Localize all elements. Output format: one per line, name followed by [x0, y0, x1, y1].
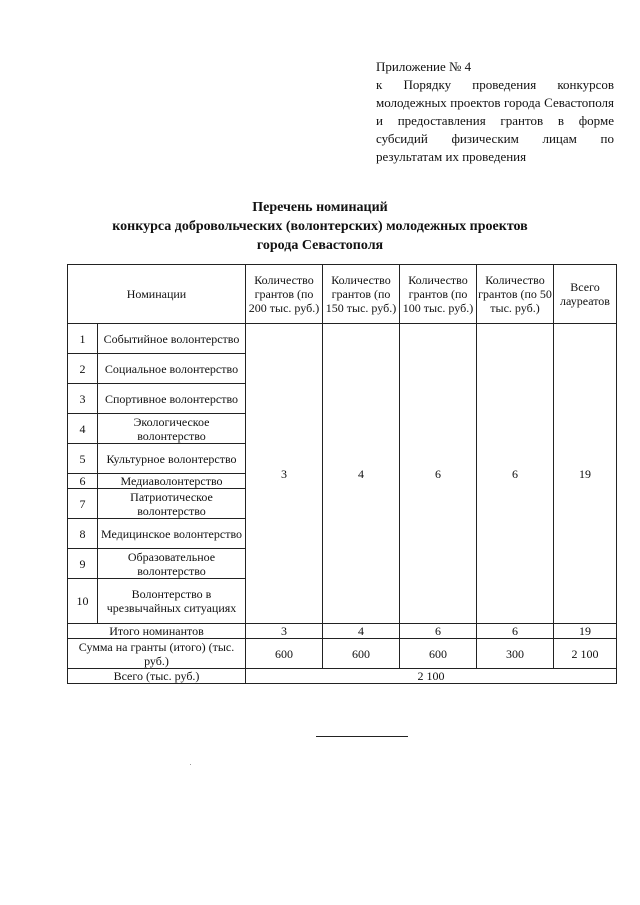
totals-value: 19 [554, 624, 617, 639]
header-grants-50: Количество грантов (по 50 тыс. руб.) [477, 265, 554, 324]
header-grants-150: Количество грантов (по 150 тыс. руб.) [323, 265, 400, 324]
row-number: 1 [68, 324, 98, 354]
totals-label: Итого номинантов [68, 624, 246, 639]
header-grants-200: Количество грантов (по 200 тыс. руб.) [246, 265, 323, 324]
title-line-3: города Севастополя [256, 238, 384, 253]
nominations-table [67, 264, 617, 684]
grand-total-row [68, 669, 617, 684]
row-number: 3 [68, 384, 98, 414]
row-number: 10 [68, 579, 98, 624]
grand-total-label: Всего (тыс. руб.) [68, 669, 246, 684]
grant-sum-value: 600 [246, 639, 323, 669]
nomination-name: Медицинское волонтерство [98, 519, 246, 549]
nomination-name: Спортивное волонтерство [98, 384, 246, 414]
grant-sum-row [68, 639, 617, 669]
merged-grants-200: 3 [246, 324, 323, 624]
row-number: 2 [68, 354, 98, 384]
merged-grants-150: 4 [323, 324, 400, 624]
totals-value: 4 [323, 624, 400, 639]
appendix-text: к Порядку проведения конкурсов молодежных проектов города Севастополя и предоставления грантов в форме субсидий физическим лицам по результатам их проведения [376, 77, 614, 164]
document-title [0, 198, 640, 255]
grant-sum-label: Сумма на гранты (итого) (тыс. руб.) [68, 639, 246, 669]
scan-speck [190, 764, 191, 765]
table-header-row [68, 265, 617, 324]
totals-value: 3 [246, 624, 323, 639]
nomination-name: Медиаволонтерство [98, 474, 246, 489]
table-row [68, 324, 617, 354]
grant-sum-value: 300 [477, 639, 554, 669]
appendix-heading: Приложение № 4 [376, 59, 472, 74]
totals-value: 6 [477, 624, 554, 639]
nomination-name: Социальное волонтерство [98, 354, 246, 384]
title-line-2: конкурса добровольческих (волонтерских) молодежных проектов [112, 219, 528, 234]
totals-value: 6 [400, 624, 477, 639]
nomination-name: Экологическое волонтерство [98, 414, 246, 444]
nomination-name: Событийное волонтерство [98, 324, 246, 354]
merged-grants-100: 6 [400, 324, 477, 624]
grand-total-value: 2 100 [246, 669, 617, 684]
appendix-note [376, 58, 614, 166]
row-number: 4 [68, 414, 98, 444]
merged-total-laureates: 19 [554, 324, 617, 624]
title-line-1: Перечень номинаций [252, 200, 388, 215]
merged-grants-50: 6 [477, 324, 554, 624]
header-grants-100: Количество грантов (по 100 тыс. руб.) [400, 265, 477, 324]
nomination-name: Культурное волонтерство [98, 444, 246, 474]
row-number: 6 [68, 474, 98, 489]
header-total-laureates: Всего лауреатов [554, 265, 617, 324]
totals-row [68, 624, 617, 639]
grant-sum-value: 600 [323, 639, 400, 669]
closing-rule [316, 736, 408, 737]
nomination-name: Волонтерство в чрезвычайных ситуациях [98, 579, 246, 624]
nomination-name: Образовательное волонтерство [98, 549, 246, 579]
nomination-name: Патриотическое волонтерство [98, 489, 246, 519]
row-number: 5 [68, 444, 98, 474]
grant-sum-value: 2 100 [554, 639, 617, 669]
row-number: 8 [68, 519, 98, 549]
row-number: 9 [68, 549, 98, 579]
header-nominations: Номинации [68, 265, 246, 324]
grant-sum-value: 600 [400, 639, 477, 669]
row-number: 7 [68, 489, 98, 519]
